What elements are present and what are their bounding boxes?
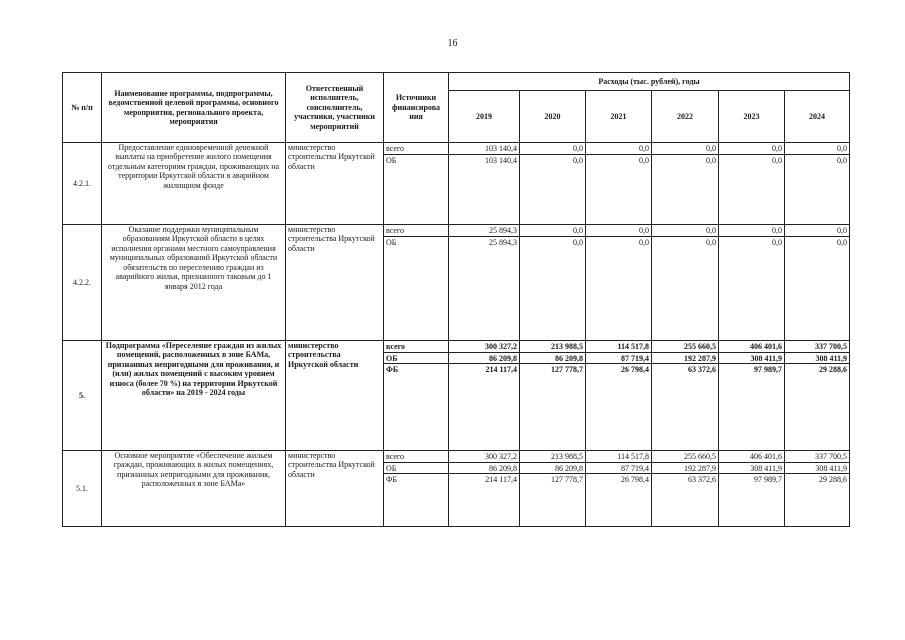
expense-value: 214 117,4 [449, 473, 519, 484]
expense-value: 406 401,6 [750, 342, 782, 351]
expense-value: 0,0 [652, 236, 718, 247]
row-number: 4.2.2. [63, 225, 102, 341]
expense-value: 0,0 [706, 226, 716, 235]
header-name: Наименование программы, подпрограммы, ведомственной целевой программы, основного мероприятия, регионального проекта, мероприятия [102, 73, 286, 143]
row-sources [384, 225, 449, 341]
funding-source: ОБ [384, 352, 448, 363]
row-year-values [586, 225, 652, 341]
expense-value: 0,0 [837, 144, 848, 153]
row-name: Основное мероприятие «Обеспечение жильем граждан, проживающих в жилых помещениях, признанных непригодными для проживания, расположенных в зоне БАМа» [102, 451, 286, 527]
expense-value: 26 798,4 [586, 473, 651, 484]
expense-value: 26 798,4 [586, 363, 651, 374]
row-year-values [520, 341, 586, 451]
expense-value: 29 288,6 [785, 363, 849, 374]
expense-value: 0,0 [573, 226, 583, 235]
row-year-values [652, 143, 719, 225]
row-sources [384, 341, 449, 451]
funding-source: ОБ [384, 154, 448, 165]
row-year-values [520, 225, 586, 341]
expense-value: 0,0 [652, 154, 718, 165]
funding-source: всего [386, 144, 405, 153]
funding-source: ОБ [384, 462, 448, 473]
row-number: 5. [63, 341, 102, 451]
funding-source: ОБ [384, 236, 448, 247]
expense-value: 300 327,2 [485, 452, 517, 461]
header-year: 2023 [719, 91, 785, 143]
row-year-values [449, 341, 520, 451]
expense-value: 127 778,7 [520, 363, 585, 374]
expense-value: 0,0 [573, 144, 583, 153]
expense-value: 0,0 [520, 154, 585, 165]
row-name: Подпрограмма «Переселение граждан из жилых помещений, расположенных в зоне БАМа, признанных непригодными для проживания, и (или) жилых помещений с высоким уровнем износа (более 70 %) на территории Иркутской области» на 2019 - 2024 годы [102, 341, 286, 451]
expense-value: 103 140,4 [449, 154, 519, 165]
table-row [63, 341, 850, 451]
expense-value: 0,0 [586, 236, 651, 247]
expense-value: 87 719,4 [586, 462, 651, 473]
expense-value: 0,0 [639, 144, 649, 153]
row-name: Оказание поддержки муниципальным образованиям Иркутской области в целях исполнения органами местного самоуправления муниципальных образований Иркутской области обязательств по переселению граждан из аварийного жилья, признанного таковым до 1 января 2012 года [102, 225, 286, 341]
expense-value: 0,0 [772, 226, 782, 235]
row-year-values [449, 143, 520, 225]
expense-value: 300 327,2 [485, 342, 517, 351]
row-year-values [586, 143, 652, 225]
row-name: Предоставление единовременной денежной выплаты на приобретение жилого помещения отдельным категориям граждан, проживающих на территории Иркутской области в аварийном жилищном фонде [102, 143, 286, 225]
expense-value: 86 209,8 [449, 462, 519, 473]
funding-source: всего [386, 226, 405, 235]
funding-source: всего [386, 342, 406, 351]
table-row [63, 143, 850, 225]
row-year-values [785, 341, 850, 451]
header-year: 2024 [785, 91, 850, 143]
row-year-values [652, 341, 719, 451]
expense-value: 25 894,3 [489, 226, 517, 235]
table-body [63, 143, 850, 527]
budget-table [62, 72, 850, 527]
row-year-values [785, 143, 850, 225]
expense-value: 406 401,6 [750, 452, 782, 461]
header-year: 2021 [586, 91, 652, 143]
expense-value: 25 894,3 [449, 236, 519, 247]
expense-value: 0,0 [639, 226, 649, 235]
expense-value: 308 411,9 [785, 462, 849, 473]
expense-value: 0,0 [785, 154, 849, 165]
row-year-values [586, 451, 652, 527]
row-year-values [719, 225, 785, 341]
header-num: № п/п [63, 73, 102, 143]
expense-value: 86 209,8 [520, 352, 585, 363]
table-row [63, 225, 850, 341]
row-year-values [785, 225, 850, 341]
expense-value: 86 209,8 [449, 352, 519, 363]
header-source: Источники финансирова ния [384, 73, 449, 143]
expense-value: 97 989,7 [719, 473, 784, 484]
funding-source: всего [386, 452, 405, 461]
expense-value: 337 700,5 [815, 342, 848, 351]
funding-source: ФБ [384, 473, 448, 484]
row-year-values [586, 341, 652, 451]
row-sources [384, 451, 449, 527]
row-year-values [652, 451, 719, 527]
expense-value: 63 372,6 [652, 473, 718, 484]
header-executor: Ответственный исполнитель, соисполнитель, участники, участники мероприятий [286, 73, 384, 143]
expense-value: 308 411,9 [719, 462, 784, 473]
row-year-values [449, 225, 520, 341]
expense-value: 87 719,4 [586, 352, 651, 363]
expense-value: 308 411,9 [785, 352, 849, 363]
expense-value: 114 517,8 [617, 452, 649, 461]
row-year-values [719, 451, 785, 527]
row-year-values [449, 451, 520, 527]
expense-value: 255 660,5 [684, 452, 716, 461]
table-row [63, 451, 850, 527]
expense-value: 103 140,4 [485, 144, 517, 153]
row-executor: министерство строительства Иркутской области [286, 143, 384, 225]
expense-value: 214 117,4 [449, 363, 519, 374]
row-year-values [652, 225, 719, 341]
row-number: 4.2.1. [63, 143, 102, 225]
expense-value: 337 700,5 [815, 452, 848, 461]
expense-value: 97 989,7 [719, 363, 784, 374]
expense-value: 255 660,5 [684, 342, 716, 351]
expense-value: 127 778,7 [520, 473, 585, 484]
row-executor: министерство строительства Иркутской области [286, 225, 384, 341]
expense-value: 192 287,9 [652, 352, 718, 363]
row-sources [384, 143, 449, 225]
expense-value: 0,0 [772, 144, 782, 153]
header-year: 2020 [520, 91, 586, 143]
expense-value: 86 209,8 [520, 462, 585, 473]
funding-source: ФБ [384, 363, 448, 374]
page-number: 16 [447, 38, 458, 49]
expense-value: 0,0 [520, 236, 585, 247]
expense-value: 0,0 [719, 236, 784, 247]
row-year-values [719, 143, 785, 225]
expense-value: 0,0 [706, 144, 716, 153]
expense-value: 213 988,5 [551, 452, 583, 461]
row-year-values [520, 451, 586, 527]
expense-value: 0,0 [837, 226, 848, 235]
row-year-values [719, 341, 785, 451]
header-expenses: Расходы (тыс. рублей), годы [449, 73, 850, 91]
header-year: 2019 [449, 91, 520, 143]
expense-value: 114 517,8 [617, 342, 649, 351]
expense-value: 0,0 [785, 236, 849, 247]
row-number: 5.1. [63, 451, 102, 527]
row-year-values [785, 451, 850, 527]
expense-value: 0,0 [719, 154, 784, 165]
header-year: 2022 [652, 91, 719, 143]
expense-value: 29 288,6 [785, 473, 849, 484]
expense-value: 0,0 [586, 154, 651, 165]
expense-value: 192 287,9 [652, 462, 718, 473]
row-executor: министерство строительства Иркутской области [286, 451, 384, 527]
expense-value: 213 988,5 [551, 342, 583, 351]
row-year-values [520, 143, 586, 225]
row-executor: министерство строительства Иркутской области [286, 341, 384, 451]
expense-value: 308 411,9 [719, 352, 784, 363]
expense-value: 63 372,6 [652, 363, 718, 374]
